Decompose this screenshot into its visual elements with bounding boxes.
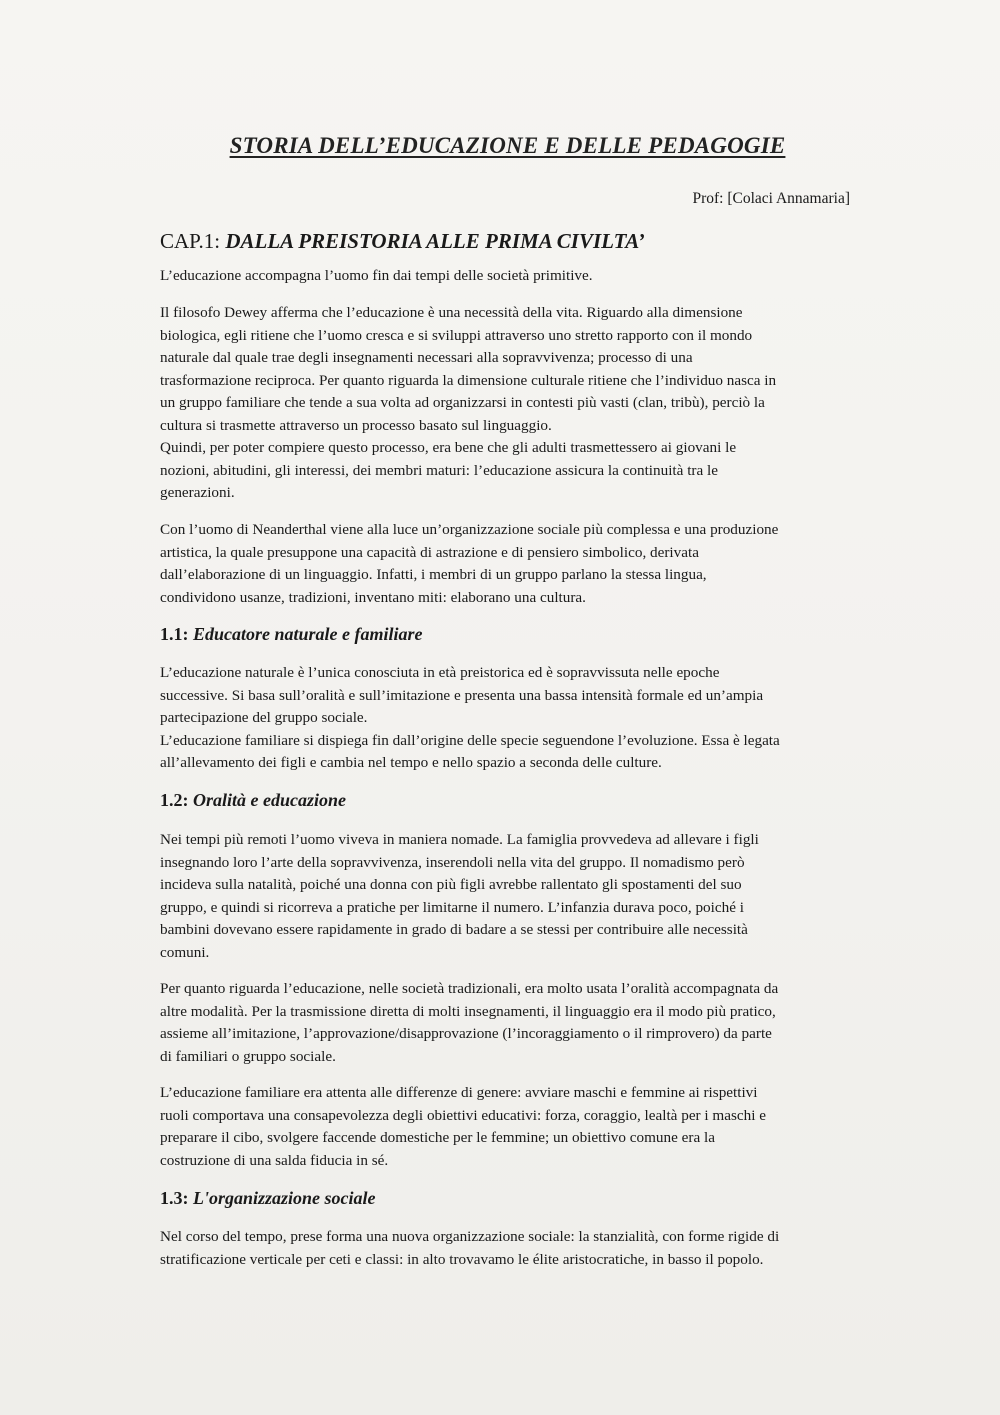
paragraph-naturale — [160, 662, 850, 775]
chapter-number: CAP.1: — [160, 229, 221, 253]
text-line: altre modalità. Per la trasmissione diretta di molti insegnamenti, il linguaggio era il modo più pratico, — [160, 1002, 776, 1020]
paragraph-genere — [160, 1082, 850, 1172]
text-line: L’educazione familiare era attenta alle differenze di genere: avviare maschi e femmine ai rispettivi — [160, 1084, 758, 1101]
paragraph-dewey — [160, 302, 850, 505]
text-line: gruppo, e quindi si ricorreva a pratiche per limitarne il numero. L’infanzia durava poco, poiché i — [160, 898, 744, 916]
text-line: incideva sulla natalità, poiché una donna con più figli avrebbe rallentato gli spostamenti del suo — [160, 876, 742, 893]
text-line: insegnando loro l’arte della sopravvivenza, inserendoli nella vita del gruppo. Il nomadismo però — [160, 853, 745, 871]
text-line: L’educazione familiare si dispiega fin dall’origine delle specie seguendone l’evoluzione. Essa è legata — [160, 731, 780, 749]
text-line: Il filosofo Dewey afferma che l’educazione è una necessità della vita. Riguardo alla dimensione — [160, 304, 743, 321]
section-number: 1.3: — [160, 1188, 189, 1208]
section-number: 1.2: — [160, 790, 189, 810]
text-line: Nei tempi più remoti l’uomo viveva in maniera nomade. La famiglia provvedeva ad allevare i figli — [160, 831, 759, 848]
paragraph-nomadi — [160, 829, 850, 964]
paragraph-neanderthal — [160, 519, 850, 609]
text-line: preparare il cibo, svolgere faccende domestiche per le femmine; un obiettivo comune era la — [160, 1129, 715, 1146]
text-line: trasformazione reciproca. Per quanto riguarda la dimensione culturale ritiene che l’individuo nasca in — [160, 371, 777, 389]
text-line: L’educazione naturale è l’unica conosciuta in età preistorica ed è sopravvissuta nelle epoche — [160, 664, 720, 681]
text-line: di familiari o gruppo sociale. — [160, 1047, 336, 1065]
text-line: assieme all’imitazione, l’approvazione/disapprovazione (l’incoraggiamento o il rimprovero) da parte — [160, 1025, 772, 1042]
section-heading-1-1 — [160, 624, 423, 645]
chapter-name: DALLA PREISTORIA ALLE PRIMA CIVILTA’ — [225, 229, 645, 253]
paragraph-oralita — [160, 978, 850, 1068]
paragraph-intro — [160, 265, 850, 288]
text-line: L’educazione accompagna l’uomo fin dai tempi delle società primitive. — [160, 267, 593, 284]
chapter-heading — [160, 229, 645, 254]
text-line: nozioni, abitudini, gli interessi, dei membri maturi: l’educazione assicura la continuità tra le — [160, 461, 718, 479]
text-line: un gruppo familiare che tende a sua volta ad organizzarsi in contesti più vasti (clan, tribù), perciò la — [160, 394, 765, 411]
text-line: generazioni. — [160, 484, 235, 501]
text-line: costruzione di una salda fiducia in sé. — [160, 1151, 389, 1169]
text-line: partecipazione del gruppo sociale. — [160, 709, 368, 726]
text-line: Nel corso del tempo, prese forma una nuova organizzazione sociale: la stanzialità, con forme rigide di — [160, 1228, 780, 1245]
text-line: cultura si trasmette attraverso un processo basato sul linguaggio. — [160, 416, 552, 434]
text-line: naturale dal quale trae degli insegnamenti necessari alla sopravvivenza; processo di una — [160, 349, 693, 366]
text-line: Quindi, per poter compiere questo processo, era bene che gli adulti trasmettessero ai giovani le — [160, 439, 737, 456]
text-line: condividono usanze, tradizioni, inventano miti: elaborano una cultura. — [160, 588, 586, 606]
text-line: comuni. — [160, 943, 210, 961]
text-line: stratificazione verticale per ceti e classi: in alto trovavamo le élite aristocratiche, in basso il popolo. — [160, 1250, 764, 1268]
text-line: Per quanto riguarda l’educazione, nelle società tradizionali, era molto usata l’oralità accompagnata da — [160, 980, 779, 997]
text-line: all’allevamento dei figli e cambia nel tempo e nello spazio a seconda delle culture. — [160, 754, 662, 771]
author-line: Prof: [Colaci Annamaria] — [692, 190, 850, 207]
text-line: ruoli comportava una consapevolezza degli obiettivi educativi: forza, coraggio, lealtà per i maschi e — [160, 1106, 766, 1124]
document-title: STORIA DELL’EDUCAZIONE E DELLE PEDAGOGIE — [229, 133, 786, 158]
section-name: L'organizzazione sociale — [193, 1188, 376, 1208]
text-line: Con l’uomo di Neanderthal viene alla luce un’organizzazione sociale più complessa e una produzione — [160, 521, 779, 538]
text-line: artistica, la quale presuppone una capacità di astrazione e di pensiero simbolico, derivata — [160, 543, 699, 561]
text-line: dall’elaborazione di un linguaggio. Infatti, i membri di un gruppo parlano la stessa lingua, — [160, 566, 707, 583]
paragraph-sociale — [160, 1226, 850, 1271]
section-heading-1-2 — [160, 790, 346, 811]
section-name: Oralità e educazione — [193, 790, 346, 810]
section-name: Educatore naturale e familiare — [193, 624, 423, 644]
text-line: bambini dovevano essere rapidamente in grado di badare a se stessi per contribuire alle necessità — [160, 921, 748, 938]
text-line: successive. Si basa sull’oralità e sull’imitazione e presenta una bassa intensità formale ed un’ampia — [160, 686, 764, 704]
section-number: 1.1: — [160, 624, 189, 644]
text-line: biologica, egli ritiene che l’uomo cresca e si sviluppi attraverso uno stretto rapporto con il mondo — [160, 326, 753, 344]
section-heading-1-3 — [160, 1188, 376, 1209]
